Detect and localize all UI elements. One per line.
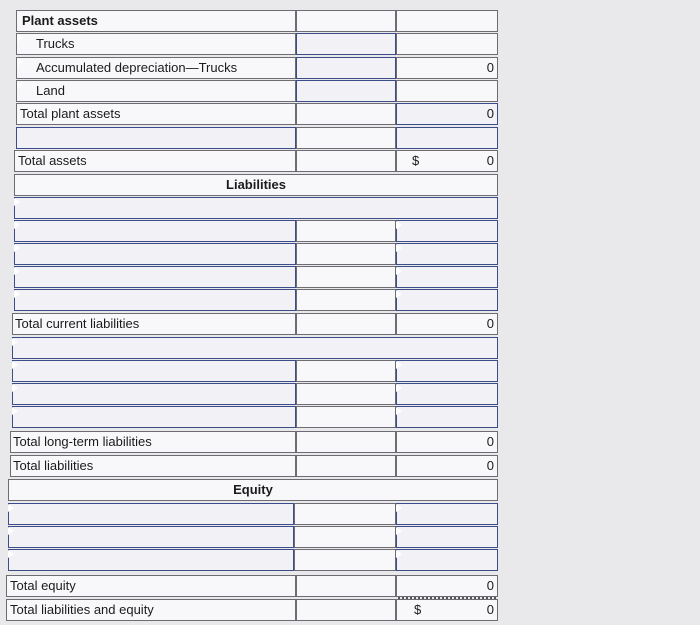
dropdown-marker-icon	[14, 198, 20, 206]
current-liability-amount-input[interactable]	[396, 266, 498, 288]
liabilities-heading-row	[0, 174, 700, 196]
dropdown-marker-icon	[396, 407, 402, 415]
amount-cell	[296, 10, 396, 32]
accumulated-depreciation-label: Accumulated depreciation—Trucks	[36, 60, 238, 75]
amount-cell	[296, 599, 396, 621]
amount-cell	[296, 127, 396, 149]
accumulated-depreciation-input[interactable]	[296, 57, 396, 79]
dropdown-marker-icon	[396, 504, 402, 512]
equity-entry-row	[0, 549, 700, 571]
amount-cell	[296, 431, 396, 453]
total-current-liabilities-label: Total current liabilities	[15, 316, 140, 331]
trucks-label: Trucks	[36, 36, 75, 51]
liabilities-heading: Liabilities	[226, 177, 286, 192]
total-liabilities-and-equity-currency: $	[414, 602, 422, 617]
dropdown-marker-icon	[8, 550, 14, 558]
equity-amount-input[interactable]	[396, 503, 498, 525]
equity-label-input[interactable]	[8, 503, 294, 525]
plant-assets-header-row	[0, 10, 700, 32]
dropdown-marker-icon	[14, 221, 20, 229]
total-liabilities-value: 0	[486, 458, 494, 473]
amount-cell	[296, 243, 396, 265]
dropdown-marker-icon	[396, 221, 402, 229]
dropdown-marker-icon	[396, 361, 402, 369]
equity-entry-row	[0, 503, 700, 525]
amount-cell	[294, 503, 396, 525]
dropdown-marker-icon	[8, 504, 14, 512]
total-liabilities-and-equity-label: Total liabilities and equity	[10, 602, 154, 617]
current-liability-row	[0, 243, 700, 265]
dropdown-marker-icon	[12, 384, 18, 392]
amount-cell	[296, 289, 396, 311]
long-term-liability-row	[0, 406, 700, 428]
dropdown-marker-icon	[12, 361, 18, 369]
dropdown-marker-icon	[14, 267, 20, 275]
total-long-term-liabilities-row	[0, 431, 700, 453]
equity-amount-input[interactable]	[396, 549, 498, 571]
dropdown-marker-icon	[8, 527, 14, 535]
current-liability-row	[0, 220, 700, 242]
current-liability-label-input[interactable]	[14, 243, 296, 265]
amount-cell	[296, 313, 396, 335]
plant-assets-title: Plant assets	[22, 13, 98, 28]
current-liability-row	[0, 266, 700, 288]
blank-asset-row	[0, 127, 700, 149]
equity-amount-input[interactable]	[396, 526, 498, 548]
accumulated-depreciation-value: 0	[486, 60, 494, 75]
dropdown-marker-icon	[396, 550, 402, 558]
total-equity-label: Total equity	[10, 578, 76, 593]
equity-heading-row	[0, 479, 700, 501]
dropdown-marker-icon	[396, 527, 402, 535]
amount-cell	[296, 360, 396, 382]
amount-cell	[296, 103, 396, 125]
total-assets-row	[0, 150, 700, 172]
total-liabilities-and-equity-row	[0, 599, 700, 621]
total-current-liabilities-value: 0	[486, 316, 494, 331]
amount-cell	[296, 383, 396, 405]
amount-cell	[296, 266, 396, 288]
long-term-liability-label-input[interactable]	[12, 406, 296, 428]
current-liability-amount-input[interactable]	[396, 220, 498, 242]
land-label: Land	[36, 83, 65, 98]
amount-cell	[294, 549, 396, 571]
total-equity-value: 0	[486, 578, 494, 593]
current-liability-amount-input[interactable]	[396, 243, 498, 265]
liability-entry-row	[0, 197, 700, 219]
asset-total-input[interactable]	[396, 127, 498, 149]
equity-label-input[interactable]	[8, 526, 294, 548]
long-term-liability-amount-input[interactable]	[396, 406, 498, 428]
amount-cell	[296, 455, 396, 477]
liability-category-input[interactable]	[14, 197, 498, 219]
long-term-liability-row	[0, 360, 700, 382]
land-amount-input[interactable]	[296, 80, 396, 102]
long-term-liability-row	[0, 383, 700, 405]
total-current-liabilities-row	[0, 313, 700, 335]
total-plant-assets-row	[0, 103, 700, 125]
trucks-amount-input[interactable]	[296, 33, 396, 55]
amount-cell	[294, 526, 396, 548]
dropdown-marker-icon	[396, 384, 402, 392]
land-row	[0, 80, 700, 102]
equity-heading: Equity	[233, 482, 273, 497]
dropdown-marker-icon	[396, 290, 402, 298]
current-liability-label-input[interactable]	[14, 266, 296, 288]
current-liability-amount-input[interactable]	[396, 289, 498, 311]
dropdown-marker-icon	[396, 244, 402, 252]
total-liabilities-label: Total liabilities	[13, 458, 94, 473]
dropdown-marker-icon	[17, 58, 23, 66]
accumulated-depreciation-row	[0, 57, 700, 79]
dropdown-marker-icon	[12, 407, 18, 415]
total-cell	[396, 33, 498, 55]
equity-label-input[interactable]	[8, 549, 294, 571]
amount-cell	[296, 220, 396, 242]
total-cell	[396, 10, 498, 32]
total-assets-value: 0	[486, 153, 494, 168]
dropdown-marker-icon	[396, 267, 402, 275]
dropdown-marker-icon	[14, 244, 20, 252]
total-assets-label: Total assets	[18, 153, 87, 168]
current-liability-label-input[interactable]	[14, 220, 296, 242]
asset-label-input[interactable]	[16, 127, 296, 149]
trucks-row	[0, 33, 700, 55]
total-assets-currency: $	[412, 153, 420, 168]
total-equity-row	[0, 575, 700, 597]
amount-cell	[296, 150, 396, 172]
dropdown-marker-icon	[17, 81, 23, 89]
current-liability-row	[0, 289, 700, 311]
total-long-term-liabilities-label: Total long-term liabilities	[13, 434, 152, 449]
long-term-liability-amount-input[interactable]	[396, 383, 498, 405]
current-liability-label-input[interactable]	[14, 289, 296, 311]
amount-cell	[296, 406, 396, 428]
total-plant-assets-value: 0	[486, 106, 494, 121]
liability-entry-row	[0, 337, 700, 359]
total-plant-assets-label: Total plant assets	[20, 106, 121, 121]
total-cell	[396, 80, 498, 102]
total-long-term-liabilities-value: 0	[486, 434, 494, 449]
dropdown-marker-icon	[17, 34, 23, 42]
dropdown-marker-icon	[12, 338, 18, 346]
dropdown-marker-icon	[14, 290, 20, 298]
amount-cell	[296, 575, 396, 597]
total-liabilities-row	[0, 455, 700, 477]
liability-category-input[interactable]	[12, 337, 498, 359]
long-term-liability-label-input[interactable]	[12, 383, 296, 405]
long-term-liability-amount-input[interactable]	[396, 360, 498, 382]
equity-entry-row	[0, 526, 700, 548]
long-term-liability-label-input[interactable]	[12, 360, 296, 382]
total-liabilities-and-equity-value: 0	[486, 602, 494, 617]
